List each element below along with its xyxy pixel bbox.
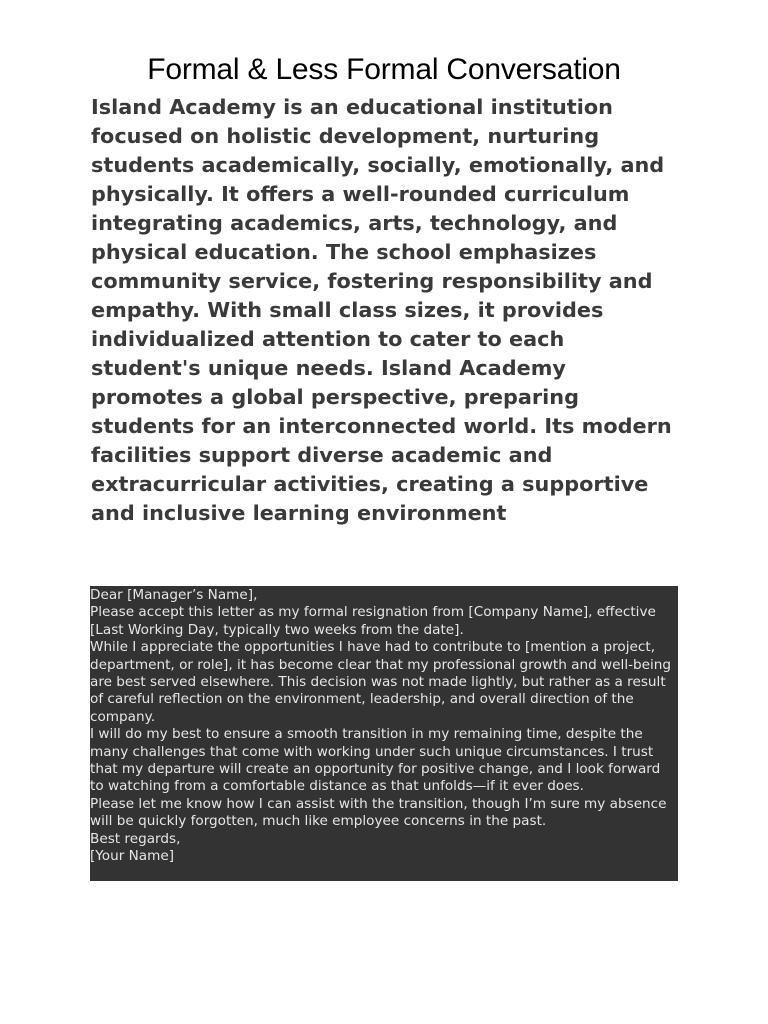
letter-paragraph-1: Please accept this letter as my formal resignation from [Company Name], effective [Last Working Day, typically two weeks from the date]. <box>90 604 656 638</box>
letter-signature: [Your Name] <box>90 848 175 865</box>
letter-closing: Best regards, <box>90 830 181 847</box>
document-title: Formal & Less Formal Conversation <box>147 53 621 86</box>
letter-salutation: Dear [Manager’s Name], <box>90 587 258 603</box>
intro-paragraph: Island Academy is an educational institution focused on holistic development, nurturing students academically, socially, emotionally, and physically. It offers a well-rounded curriculum integrating academics, arts, technology, and physical education. The school emphasizes community service, fostering responsibility and empathy. With small class sizes, it provides individualized attention to cater to each student's unique needs. Island Academy promotes a global perspective, preparing students for an interconnected world. Its modern facilities support diverse academic and extracurricular activities, creating a supportive and inclusive learning environment <box>91 95 672 525</box>
letter-paragraph-4: Please let me know how I can assist with the transition, though I’m sure my absence will be quickly forgotten, much like employee concerns in the past. <box>90 795 667 830</box>
resignation-letter <box>90 586 678 881</box>
letter-paragraph-2: While I appreciate the opportunities I have had to contribute to [mention a project, department, or role], it has become clear that my professional growth and well-being are best served elsewhere. This decision was not made lightly, but rather as a result of careful reflection on the environment, leadership, and overall direction of the company. <box>90 639 672 725</box>
letter-paragraph-3: I will do my best to ensure a smooth transition in my remaining time, despite the many challenges that come with working under such unique circumstances. I trust that my departure will create an opportunity for positive change, and I look forward to watching from a comfortable distance as that unfolds—if it ever does. <box>90 726 661 795</box>
